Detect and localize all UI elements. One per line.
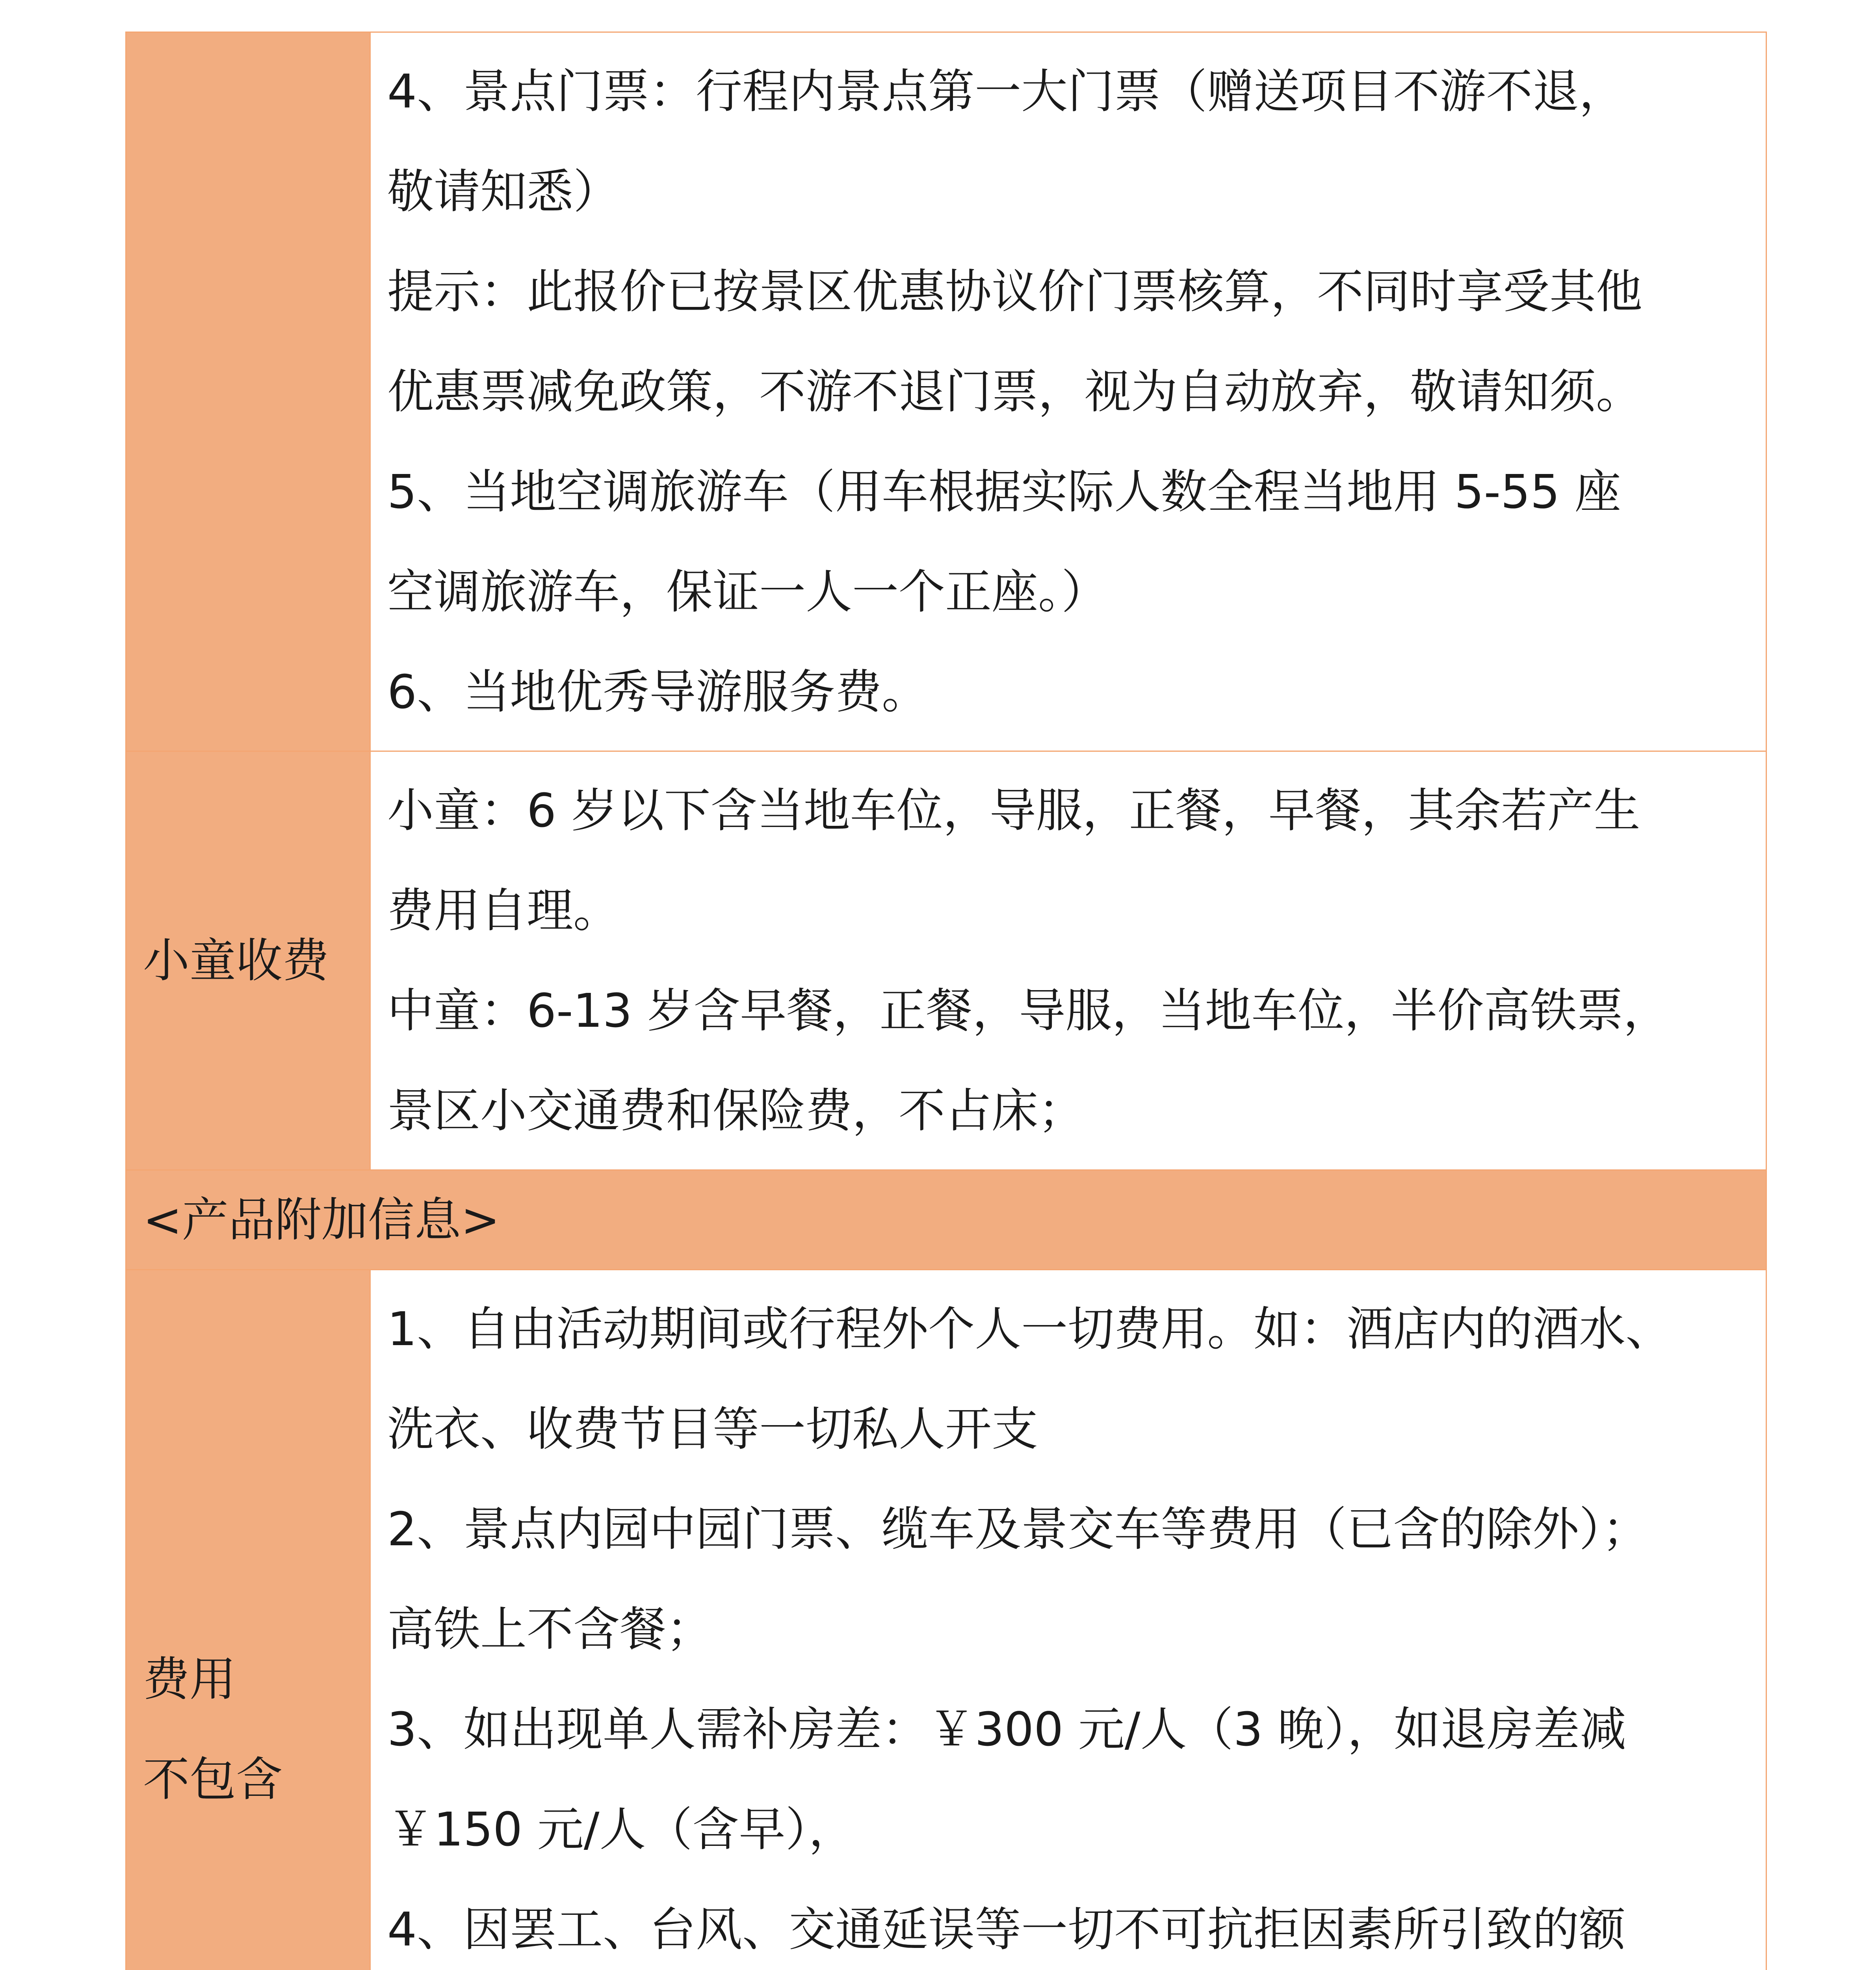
content-line: 4、景点门票：行程内景点第一大门票（赠送项目不游不退，: [387, 64, 1626, 119]
content-line: ￥150 元/人（含早），: [387, 1802, 855, 1857]
row-label-not-included: [126, 1270, 370, 1970]
content-line: 2、景点内园中园门票、缆车及景交车等费用（已含的除外）；: [387, 1502, 1649, 1556]
table-row-section-header: [126, 1170, 1766, 1270]
content-line: 敬请知悉）: [387, 164, 620, 219]
row-content-cell: [370, 751, 1766, 1170]
row-content-cell: [370, 1270, 1766, 1970]
row-label-child-fee: 小童收费: [126, 751, 370, 1170]
table-row-child-fee: [126, 751, 1766, 1170]
content-line: 6、当地优秀导游服务费。: [387, 665, 929, 719]
content-line: 中童：6-13 岁含早餐，正餐，导服，当地车位，半价高铁票，: [387, 983, 1670, 1038]
label-line: 费用: [143, 1652, 236, 1706]
section-header-extra-info: <产品附加信息>: [126, 1170, 1766, 1270]
fee-table: [125, 32, 1767, 1970]
content-line: 景区小交通费和保险费，不占床；: [387, 1084, 1085, 1138]
row-content-cell: [370, 32, 1766, 751]
label-line: 不包含: [143, 1752, 283, 1806]
content-line: 优惠票减免政策，不游不退门票，视为自动放弃，敬请知须。: [387, 364, 1643, 419]
content-line: 4、因罢工、台风、交通延误等一切不可抗拒因素所引致的额: [387, 1902, 1626, 1957]
content-line: 小童：6 岁以下含当地车位，导服，正餐，早餐，其余若产生: [387, 783, 1640, 838]
content-line: 1、自由活动期间或行程外个人一切费用。如：酒店内的酒水、: [387, 1302, 1672, 1356]
row-label-cell: [126, 32, 370, 751]
content-line: 费用自理。: [387, 883, 620, 938]
table-row-not-included: [126, 1270, 1766, 1970]
content-line: 提示：此报价已按景区优惠协议价门票核算，不同时享受其他: [387, 264, 1643, 319]
content-line: 洗衣、收费节目等一切私人开支: [387, 1402, 1038, 1456]
content-line: 空调旅游车，保证一人一个正座。）: [387, 565, 1108, 619]
content-line: 高铁上不含餐；: [387, 1602, 713, 1656]
content-line: 5、当地空调旅游车（用车根据实际人数全程当地用 5-55 座: [387, 465, 1621, 519]
content-line: 3、如出现单人需补房差：￥300 元/人（3 晚），如退房差减: [387, 1702, 1627, 1756]
table-row-included-continued: [126, 32, 1766, 751]
